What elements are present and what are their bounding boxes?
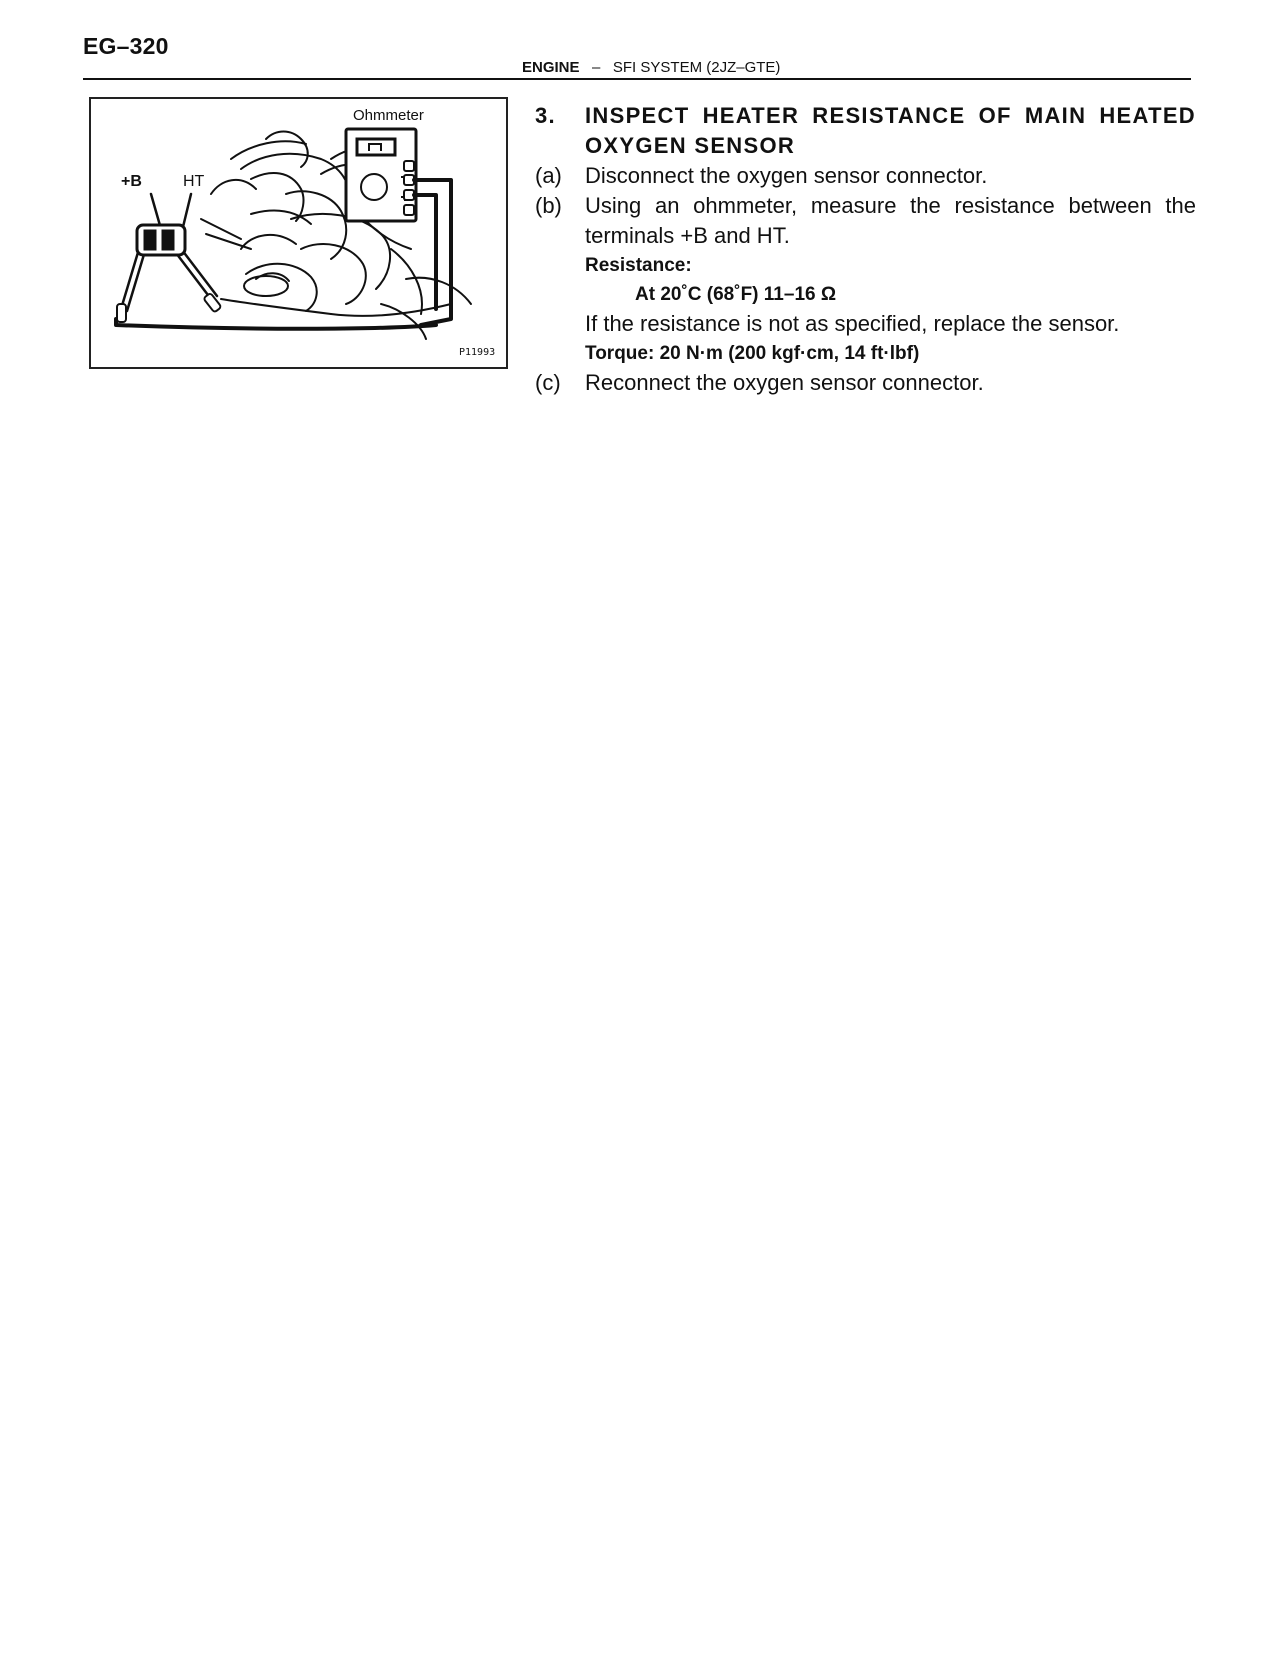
subsection-title: SFI SYSTEM (2JZ–GTE) <box>612 59 781 76</box>
page-number: EG–320 <box>83 33 169 59</box>
torque-spec: Torque: 20 N·m (200 kgf·cm, 14 ft·lbf) <box>585 343 920 364</box>
ohmmeter-illustration <box>89 97 508 369</box>
section-title: ENGINE <box>522 59 580 76</box>
substep-b-text-line1: Using an ohmmeter, measure the resistance between the <box>585 193 1196 218</box>
resistance-spec-value: At 20˚C (68˚F) 11–16 Ω <box>635 284 837 305</box>
figure-code: P11993 <box>459 347 496 358</box>
substep-c <box>535 368 1196 398</box>
resistance-spec-label: Resistance: <box>585 255 692 276</box>
step-number: 3. <box>535 103 556 128</box>
terminal-ht-label: HT <box>183 173 205 190</box>
step-title-line2: OXYGEN SENSOR <box>585 133 796 158</box>
substep-b-text-line2: terminals +B and HT. <box>585 223 790 248</box>
substep-b <box>535 191 1196 251</box>
step-title-line1: INSPECT HEATER RESISTANCE OF MAIN HEATED <box>585 103 1196 128</box>
substep-b-marker: (b) <box>535 193 562 218</box>
substep-a-marker: (a) <box>535 163 562 188</box>
terminal-plus-b-label: +B <box>121 173 142 190</box>
header-separator: – <box>592 59 601 76</box>
substep-c-text: Reconnect the oxygen sensor connector. <box>585 370 984 395</box>
substep-a-text: Disconnect the oxygen sensor connector. <box>585 163 988 188</box>
step-heading <box>535 101 1196 161</box>
engine-bay-drawing <box>91 99 506 367</box>
substep-c-marker: (c) <box>535 370 561 395</box>
replace-note: If the resistance is not as specified, replace the sensor. <box>585 311 1120 336</box>
running-header <box>522 59 780 76</box>
procedure-text <box>535 101 1196 398</box>
substep-a <box>535 161 1196 191</box>
header-rule <box>83 78 1191 80</box>
ohmmeter-label: Ohmmeter <box>353 107 424 124</box>
